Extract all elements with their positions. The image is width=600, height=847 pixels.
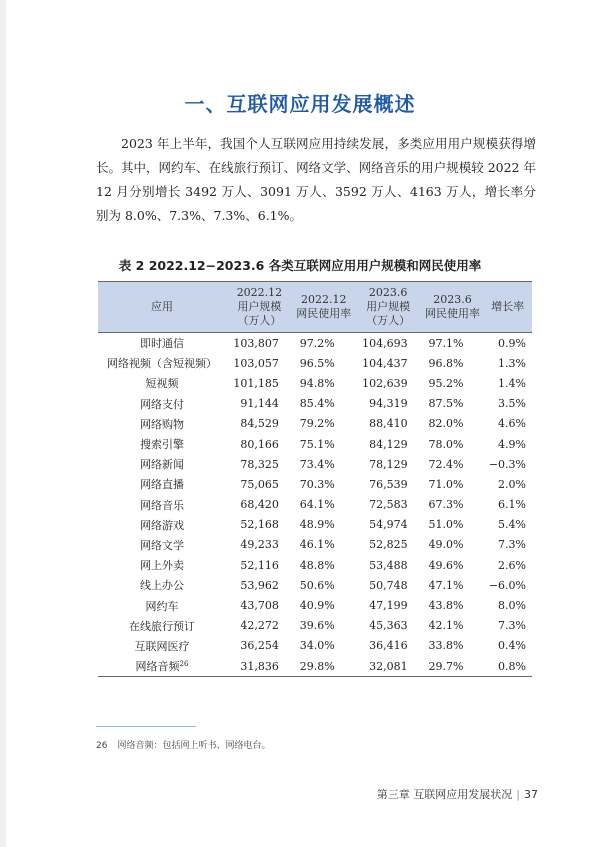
cell-rate-2023-6: 49.6% (428, 558, 464, 572)
cell-users-2023-6: 72,583 (369, 498, 408, 512)
cell-users-2023-6: 102,639 (362, 376, 408, 390)
table-row (98, 595, 532, 615)
cell-growth: 2.6% (498, 558, 526, 572)
cell-rate-2023-6: 97.1% (428, 336, 464, 350)
cell-app: 网约车 (145, 599, 179, 613)
cell-users-2022-12: 43,708 (240, 599, 279, 613)
cell-growth: 1.3% (498, 356, 526, 370)
table-row (98, 575, 532, 595)
footnote (96, 738, 270, 751)
table-body (98, 333, 532, 677)
cell-rate-2022-12: 96.5% (299, 356, 335, 370)
cell-rate-2023-6: 43.8% (428, 599, 464, 613)
cell-rate-2023-6: 96.8% (428, 356, 464, 370)
cell-growth: 4.6% (498, 417, 526, 431)
header-app: 应用 (98, 282, 226, 333)
cell-app: 网上外卖 (140, 559, 184, 573)
cell-users-2022-12: 101,185 (233, 376, 279, 390)
cell-rate-2023-6: 67.3% (428, 498, 464, 512)
cell-app: 网络文学 (140, 538, 184, 552)
cell-rate-2022-12: 94.8% (299, 376, 335, 390)
footer-separator: | (516, 788, 520, 801)
table-row (98, 333, 532, 354)
header-users-2023-6: 2023.6 用户规模 （万人） (355, 282, 422, 333)
cell-growth: 4.9% (498, 437, 526, 451)
cell-rate-2023-6: 33.8% (428, 639, 464, 653)
table-row (98, 495, 532, 515)
cell-rate-2022-12: 79.2% (299, 417, 335, 431)
table-row (98, 555, 532, 575)
cell-growth: 7.3% (498, 538, 526, 552)
cell-rate-2023-6: 49.0% (428, 538, 464, 552)
cell-rate-2023-6: 82.0% (428, 417, 464, 431)
table-row (98, 656, 532, 677)
page-number: 37 (524, 788, 538, 801)
cell-rate-2022-12: 48.8% (299, 558, 335, 572)
cell-rate-2022-12: 85.4% (299, 397, 335, 411)
cell-users-2023-6: 94,319 (369, 397, 408, 411)
cell-rate-2022-12: 48.9% (299, 518, 335, 532)
table-caption: 表 2 2022.12−2023.6 各类互联网应用用户规模和网民使用率 (118, 258, 482, 273)
cell-users-2022-12: 52,168 (240, 518, 279, 532)
cell-growth: 0.4% (498, 639, 526, 653)
cell-users-2022-12: 103,057 (233, 356, 279, 370)
header-rate-2023-6: 2023.6 网民使用率 (422, 282, 484, 333)
cell-growth: 0.9% (498, 336, 526, 350)
cell-rate-2022-12: 34.0% (299, 639, 335, 653)
cell-rate-2023-6: 47.1% (428, 578, 464, 592)
cell-growth: 2.0% (498, 477, 526, 491)
header-rate-2022-12: 2022.12 网民使用率 (293, 282, 355, 333)
cell-rate-2023-6: 51.0% (428, 518, 464, 532)
table-row (98, 515, 532, 535)
cell-rate-2023-6: 87.5% (428, 397, 464, 411)
cell-users-2022-12: 68,420 (240, 498, 279, 512)
cell-users-2022-12: 75,065 (240, 477, 279, 491)
cell-rate-2023-6: 42.1% (428, 619, 464, 633)
cell-growth: 5.4% (498, 518, 526, 532)
cell-users-2023-6: 45,363 (369, 619, 408, 633)
footnote-ref: 26 (179, 660, 189, 669)
cell-rate-2023-6: 71.0% (428, 477, 464, 491)
cell-app: 网络直播 (140, 478, 184, 492)
cell-rate-2022-12: 64.1% (299, 498, 335, 512)
cell-rate-2022-12: 73.4% (299, 457, 335, 471)
table-row (98, 373, 532, 393)
cell-users-2023-6: 104,437 (362, 356, 408, 370)
cell-app: 网络音乐 (140, 498, 184, 512)
cell-growth: 8.0% (498, 599, 526, 613)
page-footer (377, 786, 538, 802)
cell-rate-2023-6: 78.0% (428, 437, 464, 451)
intro-paragraph: 2023 年上半年，我国个人互联网应用持续发展，多类应用用户规模获得增长。其中，网约车、在线旅行预订、网络文学、网络音乐的用户规模较 2022 年 12 月分别增长 3492 万人、3091 万人、3592 万人、4163 万人，增长率分别为 8.0%、7.3%、7.3%、6.1%。 (96, 136, 536, 223)
table-row (98, 454, 532, 474)
cell-growth: 3.5% (498, 397, 526, 411)
cell-users-2022-12: 91,144 (240, 397, 279, 411)
cell-growth: 1.4% (498, 376, 526, 390)
cell-app: 网络支付 (140, 397, 184, 411)
table-row (98, 414, 532, 434)
cell-users-2023-6: 76,539 (369, 477, 408, 491)
table-row (98, 535, 532, 555)
cell-users-2023-6: 84,129 (369, 437, 408, 451)
table-row (98, 353, 532, 373)
header-users-2022-12: 2022.12 用户规模 （万人） (226, 282, 293, 333)
cell-users-2022-12: 103,807 (233, 336, 279, 350)
cell-app: 网络新闻 (140, 458, 184, 472)
cell-growth: −0.3% (488, 457, 526, 471)
cell-app: 即时通信 (140, 337, 184, 351)
cell-users-2022-12: 42,272 (240, 619, 279, 633)
cell-users-2022-12: 80,166 (240, 437, 279, 451)
cell-growth: −6.0% (488, 578, 526, 592)
cell-users-2022-12: 52,116 (240, 558, 279, 572)
table-header-row (98, 282, 532, 333)
footer-chapter: 第三章 互联网应用发展状况 (376, 788, 513, 801)
cell-rate-2022-12: 50.6% (299, 578, 335, 592)
header-growth: 增长率 (483, 282, 532, 333)
cell-rate-2022-12: 97.2% (299, 336, 335, 350)
cell-rate-2023-6: 29.7% (422, 656, 484, 677)
cell-app: 短视频 (145, 377, 179, 391)
cell-users-2022-12: 53,962 (240, 578, 279, 592)
usage-table (98, 281, 532, 677)
table-row (98, 434, 532, 454)
cell-app: 网络音频$^{26}$ (98, 656, 226, 677)
section-title: 一、互联网应用发展概述 (184, 92, 416, 116)
cell-users-2023-6: 78,129 (369, 457, 408, 471)
cell-rate-2022-12: 75.1% (299, 437, 335, 451)
footnote-text: 网络音频：包括网上听书、网络电台。 (117, 741, 271, 751)
cell-app: 网络购物 (140, 417, 184, 431)
cell-users-2023-6: 104,693 (362, 336, 408, 350)
cell-users-2023-6: 36,416 (369, 639, 408, 653)
cell-app: 网络视频（含短视频） (107, 357, 217, 371)
cell-app: 网络游戏 (140, 518, 184, 532)
cell-rate-2022-12: 46.1% (299, 538, 335, 552)
cell-users-2023-6: 52,825 (369, 538, 408, 552)
cell-users-2022-12: 31,836 (226, 656, 293, 677)
table-row (98, 474, 532, 494)
footnote-number: 26 (96, 741, 108, 751)
cell-rate-2023-6: 72.4% (428, 457, 464, 471)
cell-users-2023-6: 53,488 (369, 558, 408, 572)
table-row (98, 616, 532, 636)
table-row (98, 394, 532, 414)
cell-app: 搜索引擎 (140, 438, 184, 452)
cell-rate-2022-12: 39.6% (299, 619, 335, 633)
cell-rate-2022-12: 40.9% (299, 599, 335, 613)
cell-users-2023-6: 32,081 (355, 656, 422, 677)
cell-users-2022-12: 84,529 (240, 417, 279, 431)
cell-growth: 7.3% (498, 619, 526, 633)
cell-app: 互联网医疗 (134, 639, 190, 653)
cell-users-2023-6: 88,410 (369, 417, 408, 431)
cell-rate-2022-12: 70.3% (299, 477, 335, 491)
cell-growth: 0.8% (483, 656, 532, 677)
cell-app: 在线旅行预订 (129, 619, 195, 633)
cell-users-2022-12: 49,233 (240, 538, 279, 552)
cell-users-2022-12: 78,325 (240, 457, 279, 471)
footnote-rule (96, 726, 196, 727)
cell-users-2022-12: 36,254 (240, 639, 279, 653)
table-row (98, 636, 532, 656)
cell-users-2023-6: 50,748 (369, 578, 408, 592)
cell-app: 线上办公 (140, 579, 184, 593)
cell-rate-2023-6: 95.2% (428, 376, 464, 390)
cell-users-2023-6: 54,974 (369, 518, 408, 532)
cell-growth: 6.1% (498, 498, 526, 512)
cell-rate-2022-12: 29.8% (293, 656, 355, 677)
cell-users-2023-6: 47,199 (369, 599, 408, 613)
